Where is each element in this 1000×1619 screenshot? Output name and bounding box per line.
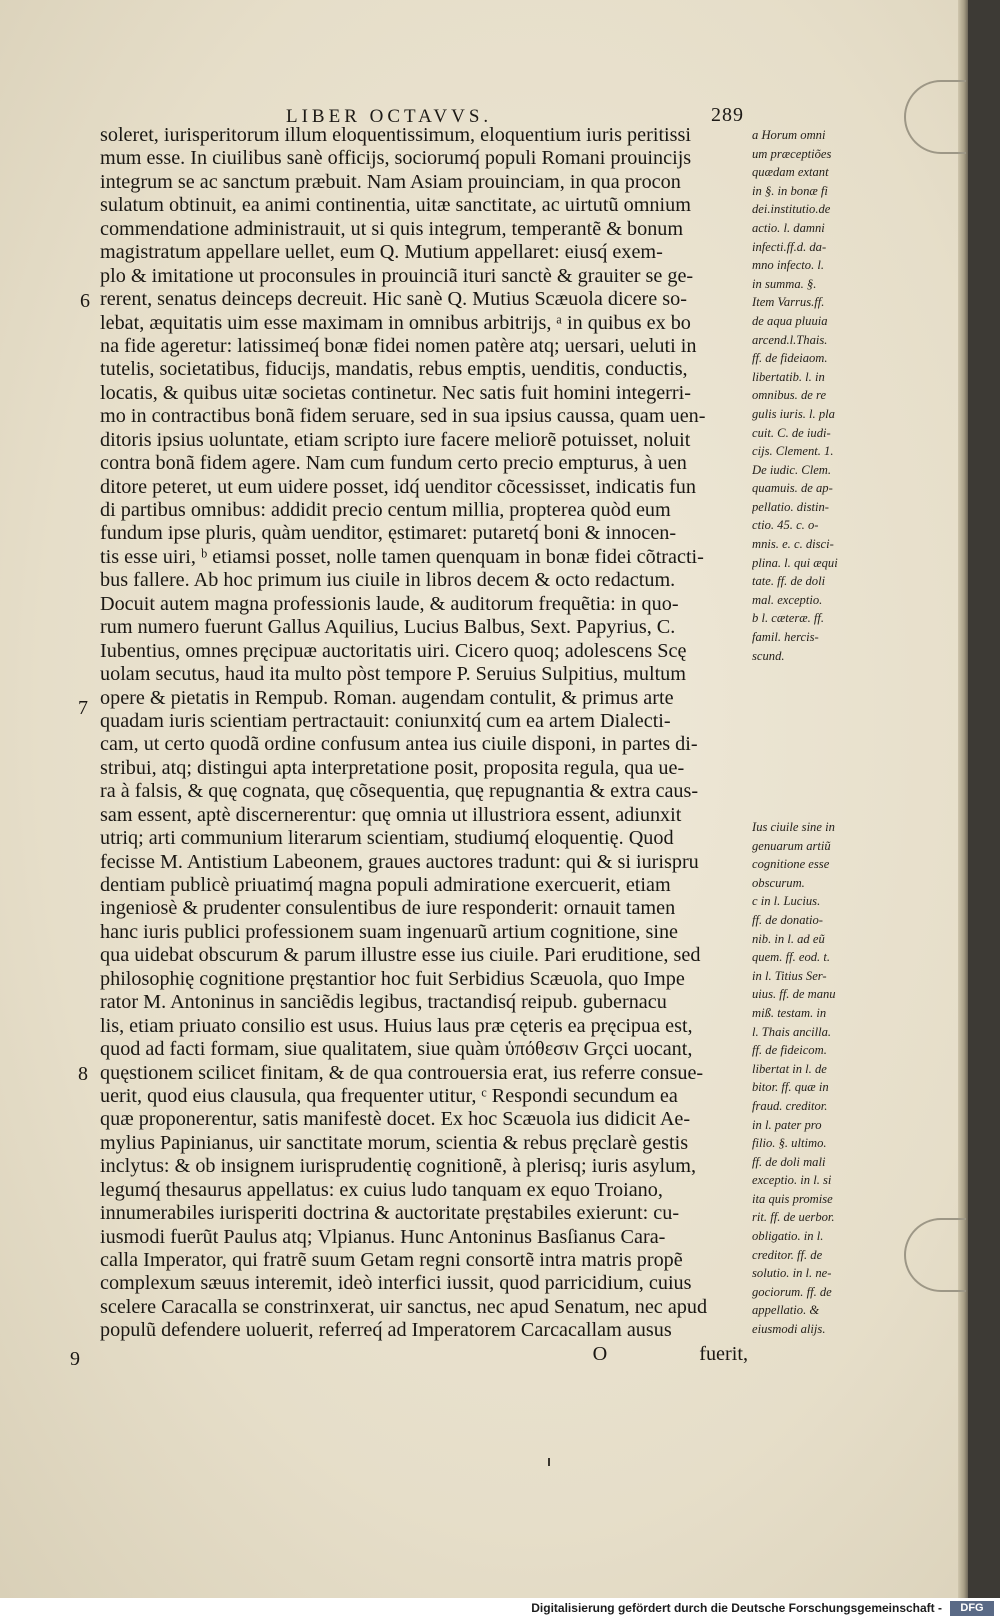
catchword-line (100, 1343, 750, 1366)
margin-note-line: famil. hercis- (752, 630, 819, 645)
text-line: quod ad facti formam, siue qualitatem, siue quàm ὑπόθεσιν Grçci uocant, (100, 1038, 693, 1061)
margin-note-line: ita quis promise (752, 1191, 833, 1206)
text-line: opere & pietatis in Rempub. Roman. augendam contulit, & primus arte (100, 686, 674, 709)
margin-note-line: um præceptiões (752, 146, 832, 161)
text-line: lis, etiam priuato consilio est usus. Huius laus præ cęteris ea pręcipua est, (100, 1014, 693, 1037)
text-line: ditoris ipsius uoluntate, etiam scripto iure facere meliorẽ potuisset, noluit (100, 428, 691, 451)
margin-note-block-a (752, 126, 856, 665)
margin-note-line: plina. l. qui æqui (752, 555, 838, 570)
margin-note-line: creditor. ff. de (752, 1247, 823, 1262)
margin-note-line: quamuis. de ap- (752, 481, 833, 496)
text-line: dentiam publicè priuatimq́ magna populi admiratione exercuerit, etiam (100, 874, 671, 896)
margin-note-line: omnibus. de re (752, 388, 827, 403)
margin-note-line: uius. ff. de manu (752, 987, 836, 1002)
text-line: quęstionem scilicet finitam, & de qua controuersia erat, ius referre consue- (100, 1061, 704, 1084)
text-line: contra bonã fidem agere. Nam cum fundum certo precio empturus, à uen (100, 452, 687, 475)
margin-note-line: appellatio. & (752, 1303, 820, 1318)
text-line: hanc iuris publici professionem suam ingenuarũ artium cognitione, sine (100, 920, 679, 943)
section-number: 7 (78, 697, 88, 719)
text-line: stribui, atq; distingui apta interpretatione posit, proposita regula, qua ue- (100, 756, 685, 779)
text-line: uerit, quod eius clausula, qua frequenter utitur, ᶜ Respondi secundum ea (100, 1084, 678, 1107)
text-line: mylius Papinianus, uir sanctitate morum, scientia & rebus pręclarè gestis (100, 1131, 689, 1154)
margin-note-line: eiusmodi alijs. (752, 1322, 826, 1337)
margin-note-line: tate. ff. de doli (752, 574, 826, 589)
running-title: LIBER OCTAVVS. (286, 106, 493, 127)
margin-note-line: ff. de fideicom. (752, 1043, 827, 1058)
margin-note-line: rit. ff. de uerbor. (752, 1210, 835, 1225)
margin-note-line: infecti.ff.d. da- (752, 239, 827, 254)
text-line: utriq; arti communium literarum scientiam, studiumq́ eloquentię. Quod (100, 827, 674, 850)
text-line: lebat, æquitatis uim esse maximam in omnibus arbitrijs, ᵃ in quibus ex bo (100, 311, 691, 334)
margin-note-line: Item Varrus.ff. (752, 295, 825, 310)
margin-note-line: filio. §. ultimo. (752, 1136, 827, 1151)
margin-note-line: pellatio. distin- (752, 499, 829, 514)
catchword: O (592, 1342, 608, 1365)
margin-note-line: genuarum artiũ (752, 838, 831, 853)
margin-note-block-b (752, 818, 856, 1339)
margin-note-line: actio. l. damni (752, 220, 825, 235)
margin-note-line: b l. cæteræ. ff. (752, 611, 825, 626)
text-line: legumq́ thesaurus appellatus: ex cuius ludo tanquam ex equo Troiano, (100, 1178, 663, 1201)
text-line: fecisse M. Antistium Labeonem, graues auctores tradunt: qui & si iurispru (100, 850, 699, 873)
text-line: rator M. Antoninus in sanciẽdis legibus, tractandisq́ reipub. gubernacu (100, 991, 667, 1014)
margin-note-line: arcend.l.Thais. (752, 332, 828, 347)
margin-note-line: in l. Titius Ser- (752, 968, 827, 983)
margin-note-line: scund. (752, 648, 785, 663)
text-line: na fide ageretur: latissimeq́ bonæ fidei nomen patère atq; uersari, ueluti in (100, 334, 697, 357)
margin-note-line: de aqua pluuia (752, 313, 828, 328)
margin-note-line: ff. de donatio- (752, 912, 824, 927)
text-line: magistratum appellare uellet, eum Q. Mutium appellaret: eiusq́ exem- (100, 241, 663, 264)
text-line: scelere Caracalla se constrinxerat, uir sanctus, nec apud Senatum, nec apud (100, 1295, 708, 1318)
margin-note-line: quem. ff. eod. t. (752, 950, 830, 965)
margin-note-line: nib. in l. ad eũ (752, 931, 825, 946)
margin-note-line: obscurum. (752, 875, 805, 890)
margin-note-line: l. Thais ancilla. (752, 1024, 832, 1039)
margin-note-line: cijs. Clement. 1. (752, 444, 834, 459)
digitization-footer (0, 1598, 1000, 1619)
margin-note-line: c in l. Lucius. (752, 894, 821, 909)
main-text-column (100, 124, 750, 1366)
folio-number: 289 (711, 104, 744, 126)
text-line: uolam secutus, haud ita multo pòst tempore P. Seruius Sulpitius, multum (100, 663, 686, 686)
text-line: di partibus omnibus: addidit precio centum millia, propterea quòd eum (100, 499, 671, 521)
section-number: 8 (78, 1063, 88, 1085)
margin-note-line: miß. testam. in (752, 1005, 827, 1020)
margin-note-line: solutio. in l. ne- (752, 1266, 832, 1281)
margin-note-line: mno infecto. l. (752, 258, 825, 273)
margin-note-line: in summa. §. (752, 276, 817, 291)
text-line: ra à falsis, & quę cognata, quę cõsequentia, quę repugnantia & extra caus- (100, 780, 699, 803)
text-line: Docuit autem magna professionis laude, & auditorum frequẽtia: in quo- (100, 592, 679, 615)
text-line: quadam iuris scientiam pertractauit: coniunxitq́ cum ea artem Dialecti- (100, 709, 671, 732)
margin-note-line: obligatio. in l. (752, 1229, 824, 1244)
text-line: sam essent, aptè discernerentur: quę omnia ut illustriora essent, adiunxit (100, 803, 682, 826)
text-line: Iubentius, omnes pręcipuæ auctoritatis uiri. Cicero quoq; adolescens Scę (100, 639, 687, 662)
text-line: inclytus: & ob insignem iurisprudentię cognitionẽ, à plerisq; iuris asylum, (100, 1155, 697, 1178)
text-line: qua uidebat obscurum & parum illustre esse ius ciuile. Pari eruditione, sed (100, 944, 701, 967)
text-line: bus fallere. Ab hoc primum ius ciuile in libros decem & octo redactum. (100, 569, 676, 592)
text-line: tutelis, societatibus, fiducijs, mandatis, rebus emptis, uenditis, conductis, (100, 358, 688, 381)
dfg-logo: DFG (950, 1601, 994, 1616)
text-line: commendatione administrauit, ut si quis integrum, temperantẽ & bonum (100, 217, 684, 240)
text-line: ingeniosè & prudenter consulentibus de iure responderit: ornauit tamen (100, 897, 676, 920)
text-line: calla Imperator, qui fratrẽ suum Getam regni consortẽ intra matris propẽ (100, 1249, 683, 1271)
margin-note-line: cuit. C. de iudi- (752, 425, 831, 440)
section-number: 9 (70, 1348, 80, 1370)
text-line: rum numero fuerunt Gallus Aquilius, Lucius Balbus, Sext. Papyrius, C. (100, 616, 676, 639)
printer-mark (548, 1458, 550, 1466)
margin-note-line: mnis. e. c. disci- (752, 537, 834, 552)
margin-note-line: in l. pater pro (752, 1117, 822, 1132)
footer-credit: Digitalisierung gefördert durch die Deutsche Forschungsgemeinschaft - (531, 1601, 942, 1615)
text-line: complexum sæuus interemit, ideò interfici iussit, quod parricidium, cuius (100, 1272, 692, 1295)
text-line: mo in contractibus bonã fidem seruare, sed in sua ipsius caussa, quam uen- (100, 405, 706, 428)
margin-note-line: gulis iuris. l. pla (752, 406, 835, 421)
margin-note-line: De iudic. Clem. (752, 462, 832, 477)
text-line: tis esse uiri, ᵇ etiamsi posset, nolle tamen quenquam in bonæ fidei cõtracti- (100, 545, 704, 568)
text-line: integrum se ac sanctum præbuit. Nam Asiam prouinciam, in qua procon (100, 170, 681, 193)
margin-note-line: bitor. ff. quæ in (752, 1080, 829, 1095)
margin-note-line: ctio. 45. c. o- (752, 518, 819, 533)
text-line: ditore peteret, ut eum uidere posset, idq́ uenditor cõcessisset, indicatis fun (100, 475, 696, 498)
section-number: 6 (80, 290, 90, 312)
line-end-word: fuerit, (699, 1342, 748, 1365)
margin-note-line: gociorum. ff. de (752, 1284, 832, 1299)
text-line: sulatum obtinuit, ea animi continentia, uitæ sanctitate, ac uirtutũ omnium (100, 194, 691, 217)
margin-note-line: ff. de fideiaom. (752, 351, 828, 366)
margin-note-line: cognitione esse (752, 857, 830, 872)
text-line: plo & imitatione ut proconsules in prouinciã ituri sanctè & grauiter se ge- (100, 264, 694, 287)
page-curl-bottom (904, 1218, 966, 1292)
margin-note-line: mal. exceptio. (752, 592, 823, 607)
text-line: philosophię cognitione pręstantior hoc fuit Serbidius Scæuola, quo Impe (100, 967, 685, 990)
text-line: innumerabiles iurisperiti doctrina & auctoritate pręstabiles exierunt: cu- (100, 1202, 680, 1225)
margin-note-line: libertat in l. de (752, 1061, 827, 1076)
text-line: quæ proponerentur, satis manifestè docet. Ex hoc Scæuola ius didicit Ae- (100, 1108, 691, 1131)
margin-note-line: dei.institutio.de (752, 202, 831, 217)
text-line: populũ defendere uoluerit, referreq́ ad Imperatorem Carcacallam ausus (100, 1319, 672, 1342)
margin-note-line: Ius ciuile sine in (752, 820, 835, 834)
text-line: locatis, & quibus uitæ societas continetur. Nec satis fuit homini integerri- (100, 381, 691, 404)
margin-note-line: a Horum omni (752, 128, 826, 142)
text-line: cam, ut certo quodã ordine confusum antea ius ciuile disponi, in partes di- (100, 733, 698, 756)
margin-note-line: in §. in bonæ fi (752, 183, 828, 198)
margin-note-line: exceptio. in l. si (752, 1173, 832, 1188)
margin-note-line: libertatib. l. in (752, 369, 825, 384)
text-line: fundum ipse pluris, quàm uenditor, ęstimaret: putaretq́ boni & innocen- (100, 522, 677, 545)
margin-note-line: fraud. creditor. (752, 1098, 828, 1113)
text-line: mum esse. In ciuilibus sanè officijs, sociorumq́ populi Romani prouincijs (100, 147, 692, 170)
text-line: rerent, senatus deinceps decreuit. Hic sanè Q. Mutius Scæuola dicere so- (100, 288, 687, 311)
page-edge (958, 0, 968, 1598)
text-line: iusmodi fuerũt Paulus atq; Vlpianus. Hunc Antoninus Basſianus Cara- (100, 1225, 666, 1248)
margin-note-line: ff. de doli mali (752, 1154, 826, 1169)
margin-note-line: quædam extant (752, 165, 829, 180)
text-line: soleret, iurisperitorum illum eloquentissimum, eloquentium iuris peritissi (100, 124, 691, 146)
page-curl-top (904, 80, 966, 154)
